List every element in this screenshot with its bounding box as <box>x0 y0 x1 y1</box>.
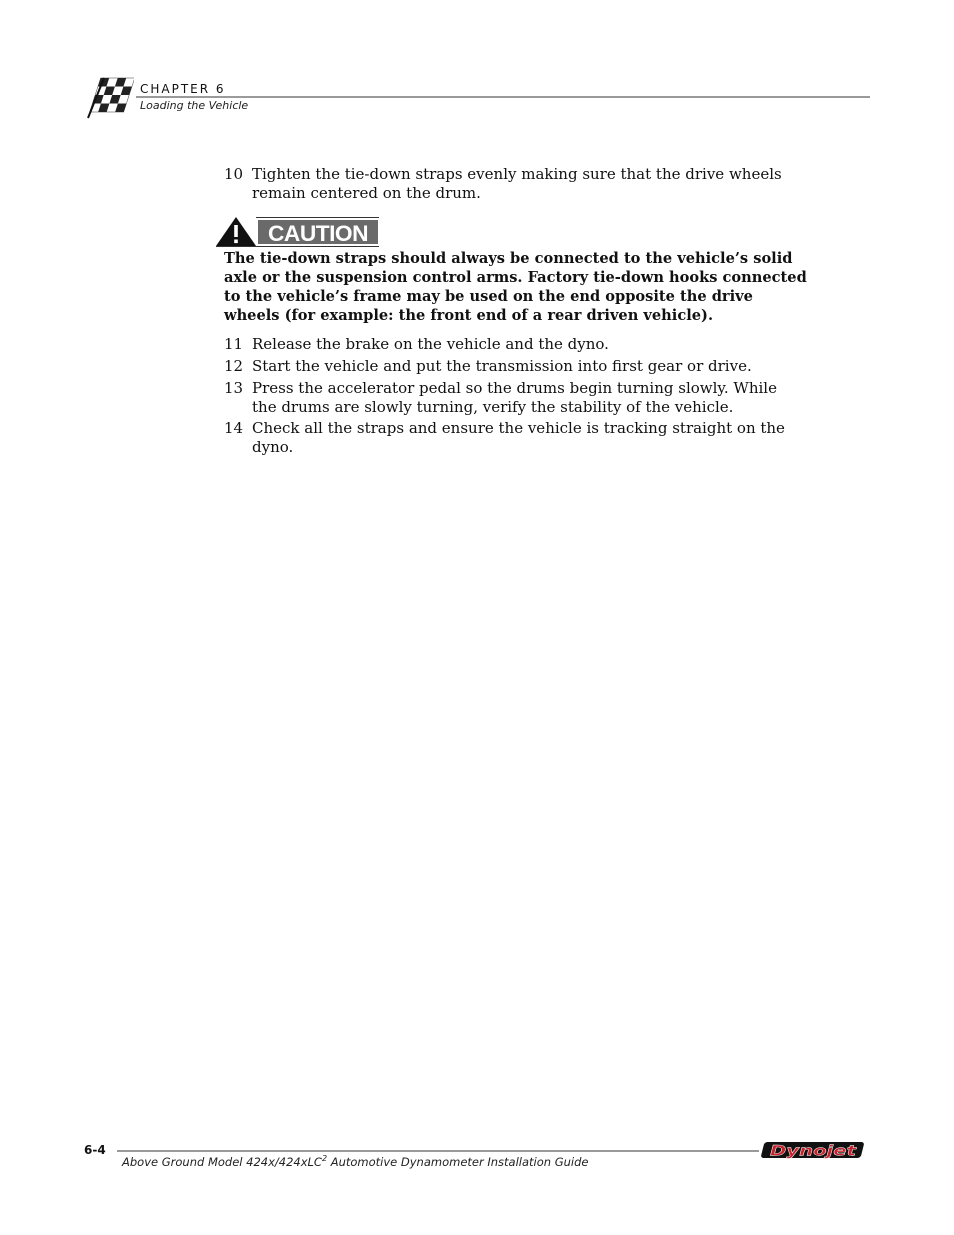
caution-label: CAUTION <box>268 221 368 246</box>
step-text: Release the brake on the vehicle and the dyno. <box>252 335 609 353</box>
page-number: 6-4 <box>84 1143 106 1157</box>
dynojet-logo <box>760 1140 866 1160</box>
step-14 <box>224 419 804 456</box>
warning-icon <box>216 217 256 246</box>
step-text: Tighten the tie-down straps evenly making sure that the drive wheels remain centered on the drum. <box>252 165 782 202</box>
chapter-title: Loading the Vehicle <box>140 99 249 112</box>
footer-rule <box>117 1150 759 1152</box>
caution-banner <box>214 216 380 248</box>
footer-title: Above Ground Model 424x/424xLC$^2$ Automotive Dynamometer Installation Guide <box>122 1154 589 1169</box>
step-number: 12 <box>224 357 244 375</box>
checkered-flag-icon <box>84 74 134 120</box>
header-rule <box>136 96 870 98</box>
caution-text: The tie-down straps should always be connected to the vehicle’s solid axle or the suspension control arms. Factory tie-down hooks connected to the vehicle’s frame may be used on the end opposite the drive wheels (for example: the front end of a rear driven vehicle). <box>224 250 807 324</box>
step-number: 10 <box>224 165 244 183</box>
step-text: Start the vehicle and put the transmission into first gear or drive. <box>252 357 752 375</box>
brand-text: Dynojet <box>770 1143 858 1160</box>
step-number: 14 <box>224 419 244 437</box>
step-number: 13 <box>224 379 244 397</box>
step-11 <box>224 335 804 354</box>
step-number: 11 <box>224 335 244 353</box>
step-12 <box>224 357 804 376</box>
chapter-label: CHAPTER 6 <box>140 82 226 96</box>
step-text: Press the accelerator pedal so the drums begin turning slowly. While the drums are slowly turning, verify the stability of the vehicle. <box>252 379 777 416</box>
step-text: Check all the straps and ensure the vehicle is tracking straight on the dyno. <box>252 419 785 456</box>
step-10 <box>224 165 804 202</box>
step-13 <box>224 379 804 416</box>
